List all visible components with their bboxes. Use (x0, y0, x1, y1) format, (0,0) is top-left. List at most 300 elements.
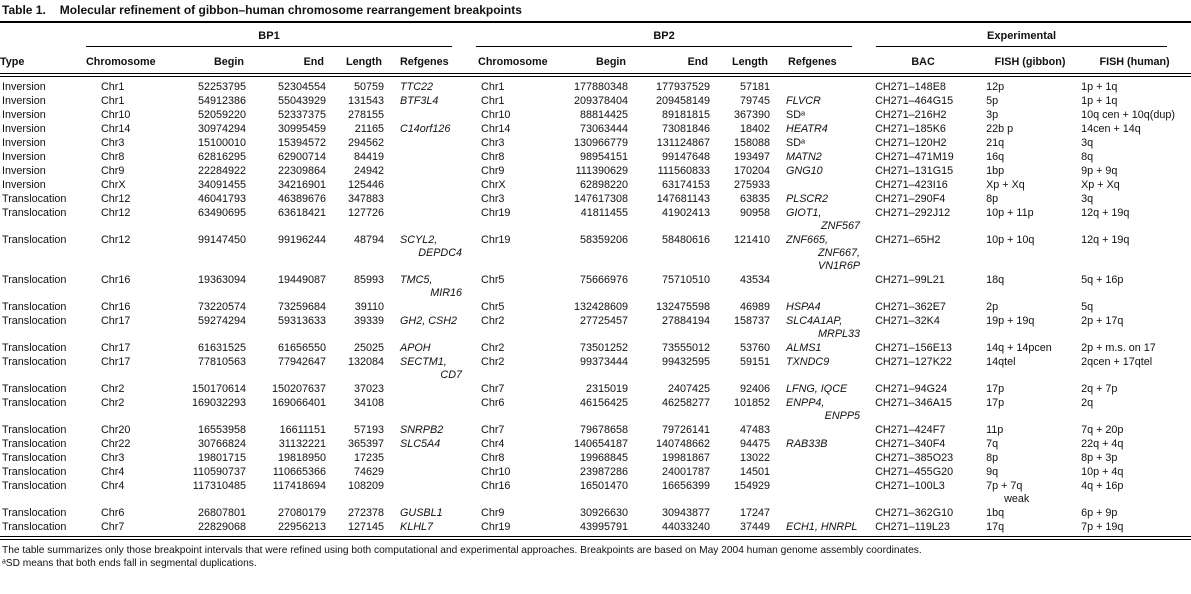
table-row (0, 424, 1191, 438)
cell-fish-human (1078, 179, 1191, 193)
cell-type-line: Inversion (2, 109, 46, 121)
cell-bp2-chromosome (466, 193, 540, 207)
cell-bp2-end (632, 109, 714, 123)
cell-bp2-refgenes (774, 356, 864, 383)
cell-bp1-end-line: 55043929 (277, 95, 326, 107)
cell-bp2-refgenes-line: TXNDC9 (786, 356, 830, 368)
col-header-bp2-end: End (632, 47, 714, 74)
cell-bp1-chromosome (86, 424, 166, 438)
cell-bp1-end (250, 383, 330, 397)
cell-bp2-length (714, 466, 774, 480)
cell-bp2-end (632, 452, 714, 466)
table-row (0, 95, 1191, 109)
cell-type-line: Inversion (2, 137, 46, 149)
cell-bp1-begin-line: 52253795 (197, 81, 246, 93)
cell-bp1-begin (166, 274, 250, 301)
cell-bp1-chromosome-line: Chr4 (101, 466, 125, 478)
cell-bp1-length (330, 165, 388, 179)
cell-fish-human-line: 8p + 3p (1081, 452, 1118, 464)
cell-fish-gibbon (982, 521, 1078, 535)
cell-bp2-refgenes-line: FLVCR (786, 95, 821, 107)
cell-fish-gibbon (982, 397, 1078, 424)
cell-bp2-end (632, 165, 714, 179)
cell-bac (864, 137, 982, 151)
cell-bp2-length-line: 46989 (739, 301, 771, 313)
cell-bp1-end (250, 466, 330, 480)
cell-bp2-length (714, 301, 774, 315)
cell-bp1-length (330, 452, 388, 466)
cell-bp1-chromosome-line: Chr7 (101, 521, 125, 533)
cell-bp1-end (250, 95, 330, 109)
cell-bp1-begin-line: 22284922 (197, 165, 246, 177)
cell-type-line: Translocation (2, 193, 67, 205)
cell-bp2-chromosome-line: Chr14 (481, 123, 511, 135)
cell-bp2-begin-line: 58359206 (579, 234, 629, 246)
cell-bac-line: CH271–148E8 (875, 81, 946, 93)
cell-bp1-begin (166, 507, 250, 521)
cell-bp2-length (714, 123, 774, 137)
cell-bp1-refgenes-line: DEPDC4 (418, 247, 463, 259)
cell-fish-human-line: 12q + 19q (1081, 207, 1130, 219)
cell-bp2-begin (540, 397, 632, 424)
cell-bp1-end-line: 19818950 (277, 452, 326, 464)
cell-bac (864, 342, 982, 356)
cell-fish-human (1078, 274, 1191, 301)
cell-bp1-begin (166, 151, 250, 165)
cell-bp2-begin-line: 132428609 (573, 301, 629, 313)
cell-fish-gibbon (982, 207, 1078, 234)
cell-bp2-length (714, 383, 774, 397)
cell-bp1-end-line: 62900714 (277, 151, 326, 163)
cell-bp1-refgenes-line: GUSBL1 (400, 507, 443, 519)
cell-fish-gibbon (982, 193, 1078, 207)
cell-bp2-begin (540, 151, 632, 165)
cell-bp2-length-line: 90958 (739, 207, 771, 219)
cell-bp1-end (250, 342, 330, 356)
table-title-caption: Molecular refinement of gibbon–human chromosome rearrangement breakpoints (59, 3, 522, 17)
cell-bp1-begin (166, 81, 250, 95)
cell-bp1-length-line: 85993 (353, 274, 384, 286)
cell-fish-human-line: 9p + 9q (1081, 165, 1118, 177)
cell-bp1-begin (166, 315, 250, 342)
cell-bp2-begin (540, 480, 632, 507)
cell-bac (864, 315, 982, 342)
cell-fish-human (1078, 193, 1191, 207)
cell-fish-human (1078, 81, 1191, 95)
cell-bp2-end-line: 99147648 (661, 151, 711, 163)
table-row (0, 397, 1191, 424)
cell-bp1-length-line: 84419 (353, 151, 384, 163)
cell-bp1-end-line: 30995459 (277, 123, 326, 135)
cell-bp1-chromosome (86, 137, 166, 151)
cell-bp1-chromosome (86, 521, 166, 535)
cell-fish-gibbon-line: weak (1004, 493, 1030, 505)
cell-bp2-chromosome (466, 315, 540, 342)
cell-bp2-end (632, 342, 714, 356)
cell-bp1-end-line: 169066401 (271, 397, 326, 409)
cell-fish-gibbon (982, 438, 1078, 452)
cell-fish-gibbon-line: 10p + 10q (986, 234, 1035, 246)
cell-bp1-begin-line: 150170614 (191, 383, 246, 395)
cell-bp1-refgenes (388, 137, 466, 151)
cell-bp2-chromosome-line: Chr2 (481, 356, 505, 368)
cell-bp2-end (632, 274, 714, 301)
cell-bp2-length (714, 315, 774, 342)
cell-fish-gibbon (982, 452, 1078, 466)
cell-type (0, 151, 86, 165)
cell-bp1-begin-line: 59274294 (197, 315, 246, 327)
cell-fish-gibbon (982, 109, 1078, 123)
table-row (0, 438, 1191, 452)
cell-bp2-chromosome-line: Chr10 (481, 466, 511, 478)
cell-fish-gibbon (982, 234, 1078, 274)
cell-fish-human (1078, 383, 1191, 397)
cell-fish-human (1078, 466, 1191, 480)
cell-bp2-begin (540, 234, 632, 274)
cell-bp2-end-line: 89181815 (661, 109, 711, 121)
cell-bp1-end-line: 19449087 (277, 274, 326, 286)
cell-bp2-refgenes (774, 274, 864, 301)
cell-bac-line: CH271–99L21 (875, 274, 945, 286)
cell-bac-line: CH271–120H2 (875, 137, 947, 149)
cell-bp2-chromosome (466, 81, 540, 95)
cell-bp2-end-line: 30943877 (661, 507, 711, 519)
cell-bp2-refgenes (774, 521, 864, 535)
cell-type (0, 137, 86, 151)
cell-type (0, 234, 86, 274)
cell-fish-human (1078, 397, 1191, 424)
column-group-row (0, 23, 1191, 47)
cell-bac (864, 452, 982, 466)
cell-bp2-length-line: 59151 (739, 356, 771, 368)
cell-bp1-length (330, 424, 388, 438)
footnotes (0, 540, 1191, 570)
cell-type (0, 424, 86, 438)
cell-fish-human-line: 3q (1081, 137, 1094, 149)
cell-bp2-refgenes-line: HEATR4 (786, 123, 828, 135)
cell-bp1-chromosome (86, 480, 166, 507)
cell-fish-gibbon (982, 274, 1078, 301)
cell-bp2-begin (540, 193, 632, 207)
cell-bp2-refgenes (774, 507, 864, 521)
cell-bp2-refgenes-line: ALMS1 (786, 342, 822, 354)
cell-bp1-length (330, 438, 388, 452)
cell-bac-line: CH271–346A15 (875, 397, 952, 409)
cell-bp2-end (632, 95, 714, 109)
cell-bp2-length-line: 170204 (733, 165, 771, 177)
footnote-sd: ᵃSD means that both ends fall in segmental duplications. (2, 558, 257, 569)
cell-bp2-end-line: 132475598 (655, 301, 711, 313)
cell-bp2-end (632, 424, 714, 438)
cell-bp1-length-line: 48794 (353, 234, 384, 246)
cell-bac (864, 179, 982, 193)
cell-bp1-begin (166, 397, 250, 424)
cell-fish-human-line: 12q + 19q (1081, 234, 1130, 246)
cell-bp1-refgenes-line: SLC5A4 (400, 438, 441, 450)
cell-bp2-length (714, 81, 774, 95)
cell-bp2-begin-line: 111390629 (575, 165, 629, 177)
cell-bp2-end-line: 41902413 (661, 207, 711, 219)
cell-bp1-end-line: 16611151 (279, 424, 326, 436)
cell-bac-line: CH271–156E13 (875, 342, 952, 354)
cell-bp1-chromosome (86, 151, 166, 165)
cell-bp1-refgenes-line: MIR16 (430, 287, 463, 299)
cell-bp2-length (714, 165, 774, 179)
cell-bp1-chromosome-line: Chr1 (101, 81, 125, 93)
cell-bp1-chromosome (86, 207, 166, 234)
column-header-row (0, 47, 1191, 74)
cell-bp1-refgenes-line: C14orf126 (400, 123, 451, 135)
cell-fish-human-line: 5q (1081, 301, 1094, 313)
cell-bp1-refgenes (388, 301, 466, 315)
cell-fish-gibbon-line: 3p (986, 109, 999, 121)
cell-bp1-begin-line: 73220574 (197, 301, 246, 313)
cell-fish-gibbon-line: 14qtel (986, 356, 1016, 368)
cell-bp2-refgenes-line: SDᵃ (786, 109, 806, 121)
cell-bp2-begin (540, 165, 632, 179)
cell-bp1-length (330, 466, 388, 480)
cell-bp2-end-line: 99432595 (661, 356, 711, 368)
cell-bp1-length (330, 397, 388, 424)
cell-fish-human (1078, 109, 1191, 123)
cell-bp1-begin-line: 34091455 (197, 179, 246, 191)
cell-bp2-length (714, 397, 774, 424)
cell-bp1-length (330, 301, 388, 315)
cell-bp1-begin-line: 26807801 (197, 507, 246, 519)
cell-bp2-length (714, 179, 774, 193)
cell-bp2-begin-line: 27725457 (579, 315, 629, 327)
cell-bp2-end-line: 27884194 (661, 315, 711, 327)
cell-bac (864, 109, 982, 123)
cell-fish-human-line: 6p + 9p (1081, 507, 1118, 519)
cell-bp2-end (632, 315, 714, 342)
cell-bp2-refgenes (774, 193, 864, 207)
cell-bp2-length-line: 13022 (739, 452, 771, 464)
cell-bp2-chromosome-line: Chr9 (481, 165, 505, 177)
cell-bp1-begin-line: 169032293 (191, 397, 246, 409)
cell-bp1-end (250, 301, 330, 315)
cell-bp2-refgenes (774, 151, 864, 165)
cell-bp2-chromosome-line: Chr7 (481, 383, 505, 395)
cell-bp2-end-line: 177937529 (655, 81, 711, 93)
cell-bac-line: CH271–216H2 (875, 109, 947, 121)
cell-bp2-begin-line: 147617308 (573, 193, 629, 205)
cell-bp1-begin-line: 16553958 (197, 424, 246, 436)
column-group-experimental-cell (864, 23, 1191, 47)
cell-bp2-chromosome-line: Chr19 (481, 234, 511, 246)
cell-bac-line: CH271–119L23 (875, 521, 950, 533)
cell-bp2-begin-line: 99373444 (579, 356, 629, 368)
cell-bp1-length-line: 39110 (354, 301, 384, 313)
cell-bp1-end-line: 150207637 (271, 383, 326, 395)
cell-bp1-chromosome (86, 507, 166, 521)
cell-bp1-begin (166, 193, 250, 207)
table-row (0, 193, 1191, 207)
cell-bp2-chromosome-line: Chr4 (481, 438, 505, 450)
cell-bp2-chromosome-line: Chr10 (481, 109, 511, 121)
cell-fish-gibbon (982, 179, 1078, 193)
cell-type (0, 109, 86, 123)
cell-bp1-chromosome-line: Chr12 (101, 207, 131, 219)
table-row (0, 207, 1191, 234)
cell-fish-gibbon-line: 9q (986, 466, 999, 478)
cell-bp1-refgenes (388, 123, 466, 137)
cell-bp2-length-line: 158737 (733, 315, 771, 327)
cell-bp1-begin-line: 30766824 (197, 438, 246, 450)
cell-fish-gibbon-line: 5p (986, 95, 999, 107)
cell-bac (864, 397, 982, 424)
cell-bp2-length-line: 367390 (733, 109, 771, 121)
cell-bp2-chromosome-line: Chr6 (481, 397, 505, 409)
cell-bp1-chromosome-line: Chr17 (101, 356, 131, 368)
table-row (0, 137, 1191, 151)
cell-bp1-end (250, 81, 330, 95)
cell-bp2-length (714, 207, 774, 234)
cell-fish-gibbon-line: 1bp (986, 165, 1005, 177)
cell-bp1-length (330, 383, 388, 397)
cell-bp1-refgenes (388, 151, 466, 165)
cell-fish-human-line: 5q + 16p (1081, 274, 1124, 286)
cell-bac-line: CH271–32K4 (875, 315, 940, 327)
cell-bp2-length-line: 43534 (739, 274, 771, 286)
cell-bp1-chromosome (86, 165, 166, 179)
cell-fish-human (1078, 207, 1191, 234)
cell-bp1-begin-line: 63490695 (197, 207, 246, 219)
cell-bp2-chromosome (466, 342, 540, 356)
cell-bp1-begin (166, 356, 250, 383)
cell-bp2-begin-line: 16501470 (579, 480, 629, 492)
cell-bp1-refgenes (388, 383, 466, 397)
cell-bp2-length (714, 151, 774, 165)
cell-bp1-refgenes (388, 315, 466, 342)
cell-fish-human (1078, 165, 1191, 179)
cell-bp2-end (632, 466, 714, 480)
cell-bp1-begin-line: 19363094 (197, 274, 246, 286)
cell-fish-human-line: 2q (1081, 397, 1094, 409)
cell-fish-human (1078, 521, 1191, 535)
cell-bp2-end (632, 507, 714, 521)
cell-bp2-length-line: 47483 (739, 424, 771, 436)
cell-bp2-end-line: 24001787 (661, 466, 711, 478)
cell-bac (864, 301, 982, 315)
cell-bp2-chromosome (466, 452, 540, 466)
cell-bac-line: CH271–455G20 (875, 466, 954, 478)
cell-bp2-begin-line: 46156425 (579, 397, 629, 409)
cell-bp2-end (632, 151, 714, 165)
cell-bp1-end (250, 193, 330, 207)
cell-bp2-end-line: 131124867 (656, 137, 711, 149)
cell-bp1-length-line: 125446 (347, 179, 384, 191)
cell-type (0, 165, 86, 179)
col-header-bp1-begin: Begin (166, 47, 250, 74)
cell-bp1-chromosome (86, 342, 166, 356)
cell-bp1-refgenes (388, 193, 466, 207)
cell-bp1-end (250, 452, 330, 466)
table-row (0, 452, 1191, 466)
cell-bp1-length (330, 521, 388, 535)
table-row (0, 109, 1191, 123)
table-row (0, 301, 1191, 315)
cell-bac (864, 438, 982, 452)
cell-bac (864, 274, 982, 301)
cell-bp1-length-line: 74629 (353, 466, 384, 478)
cell-fish-gibbon (982, 315, 1078, 342)
col-header-bp2-length: Length (714, 47, 774, 74)
cell-bp2-end (632, 81, 714, 95)
cell-bp2-end (632, 438, 714, 452)
col-header-bp1-end: End (250, 47, 330, 74)
cell-fish-human (1078, 480, 1191, 507)
cell-bp2-end (632, 521, 714, 535)
cell-bac-line: CH271–423I16 (875, 179, 948, 191)
cell-bp1-chromosome (86, 274, 166, 301)
cell-bac-line: CH271–290F4 (875, 193, 946, 205)
cell-bp2-length-line: 63835 (739, 193, 771, 205)
cell-fish-human-line: 2q + 7p (1081, 383, 1118, 395)
cell-bp1-begin (166, 234, 250, 274)
table-row (0, 521, 1191, 535)
cell-fish-human (1078, 151, 1191, 165)
cell-bp2-begin (540, 137, 632, 151)
cell-bp2-end (632, 234, 714, 274)
cell-bp2-chromosome (466, 234, 540, 274)
cell-type (0, 81, 86, 95)
cell-bp2-chromosome (466, 466, 540, 480)
cell-bp2-length-line: 53760 (739, 342, 771, 354)
cell-bp1-begin-line: 15100010 (197, 137, 246, 149)
cell-type (0, 356, 86, 383)
cell-bp1-end-line: 61656550 (277, 342, 326, 354)
cell-bp1-begin-line: 61631525 (197, 342, 246, 354)
col-header-type: Type (0, 47, 86, 74)
cell-bp1-length-line: 347883 (347, 193, 384, 205)
cell-bp1-length (330, 123, 388, 137)
cell-bp2-chromosome-line: Chr3 (481, 137, 505, 149)
col-header-bp2-refgenes: Refgenes (774, 47, 864, 74)
cell-type (0, 301, 86, 315)
cell-type (0, 193, 86, 207)
cell-bp1-chromosome-line: Chr12 (101, 234, 131, 246)
cell-bp1-refgenes (388, 397, 466, 424)
cell-fish-gibbon (982, 151, 1078, 165)
cell-bp1-refgenes-line: KLHL7 (400, 521, 434, 533)
cell-bac-line: CH271–362E7 (875, 301, 946, 313)
cell-bac (864, 507, 982, 521)
cell-bp1-chromosome-line: Chr2 (101, 383, 125, 395)
cell-fish-gibbon (982, 301, 1078, 315)
cell-fish-human-line: 7p + 19q (1081, 521, 1124, 533)
cell-bp1-length (330, 137, 388, 151)
cell-bp2-length (714, 193, 774, 207)
cell-bp2-chromosome-line: Chr19 (481, 521, 511, 533)
cell-fish-gibbon (982, 342, 1078, 356)
cell-bp2-refgenes (774, 179, 864, 193)
cell-bp2-length-line: 121410 (733, 234, 771, 246)
cell-fish-gibbon-line: 19p + 19q (986, 315, 1035, 327)
cell-bp2-begin-line: 98954151 (579, 151, 629, 163)
cell-bp1-length-line: 365397 (347, 438, 384, 450)
col-header-bp1-chromosome: Chromosome (86, 47, 166, 74)
cell-fish-human-line: 14cen + 14q (1081, 123, 1141, 135)
cell-bp2-chromosome (466, 301, 540, 315)
cell-bp2-length-line: 94475 (739, 438, 771, 450)
cell-bp1-end (250, 179, 330, 193)
cell-bp1-refgenes (388, 507, 466, 521)
cell-bp1-length-line: 294562 (347, 137, 384, 149)
cell-fish-human (1078, 123, 1191, 137)
cell-bp2-end-line: 63174153 (661, 179, 711, 191)
cell-bp2-refgenes (774, 165, 864, 179)
